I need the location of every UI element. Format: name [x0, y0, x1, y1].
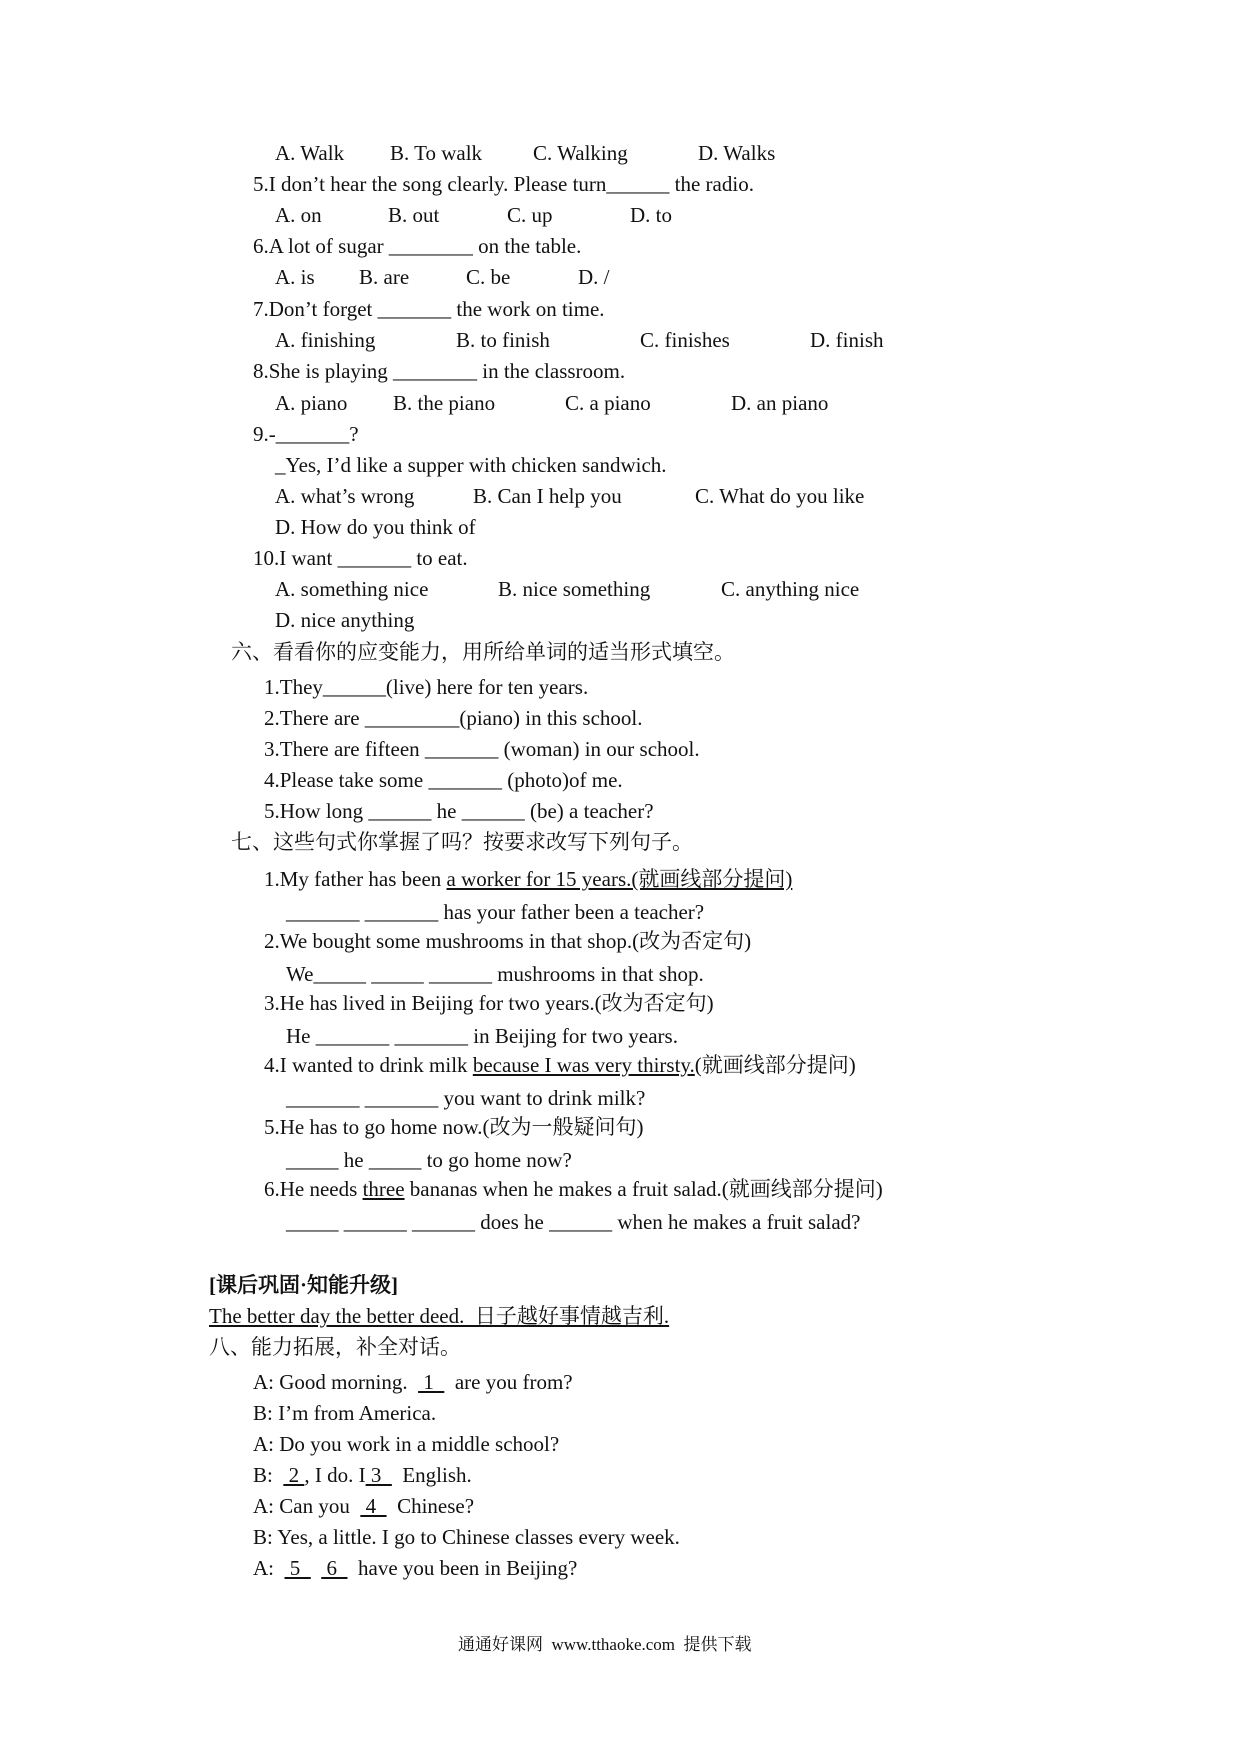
- option: D. /: [578, 265, 610, 289]
- option: C. be: [466, 265, 511, 289]
- rewrite-line: We_____ _____ ______ mushrooms in that shop.: [286, 962, 704, 986]
- rewrite-line: _____ he _____ to go home now?: [286, 1148, 572, 1172]
- dialogue-text: A: Good morning.: [253, 1370, 419, 1394]
- sentence-text: 4.I wanted to drink milk: [264, 1053, 473, 1077]
- dialogue-text: Chinese?: [386, 1494, 475, 1518]
- rewrite-line: _______ _______ has your father been a teacher?: [286, 900, 705, 924]
- section-heading: 六、看看你的应变能力，用所给单词的适当形式填空。: [231, 640, 735, 664]
- dialogue-line: B: Yes, a little. I go to Chinese classes every week.: [253, 1525, 680, 1549]
- section-heading: 八、能力拓展，补全对话。: [209, 1335, 461, 1359]
- option: B. out: [388, 203, 440, 227]
- dialogue-text: A: Can you: [253, 1494, 361, 1518]
- dialogue-line: [253, 1462, 472, 1488]
- option: D. How do you think of: [275, 515, 476, 539]
- option: B. to finish: [456, 328, 550, 352]
- answer-blank: 3: [365, 1463, 392, 1487]
- underlined-text: because I was very thirsty.: [472, 1053, 695, 1077]
- dialogue-line: B: I’m from America.: [253, 1401, 437, 1425]
- dialogue-text: have you been in Beijing?: [347, 1556, 578, 1580]
- question-6: 6.A lot of sugar ________ on the table.: [253, 234, 582, 258]
- sentence-6: [264, 1176, 883, 1202]
- sentence-text: 1.My father has been: [264, 867, 447, 891]
- option: A. finishing: [275, 328, 376, 352]
- option: C. finishes: [640, 328, 730, 352]
- exercise-item: 5.How long ______ he ______ (be) a teacher?: [264, 799, 654, 823]
- answer-blank: 4: [360, 1494, 387, 1518]
- motto: The better day the better deed. 日子越好事情越吉利.: [209, 1304, 670, 1328]
- answer-blank: 1: [418, 1370, 445, 1394]
- option: D. nice anything: [275, 608, 415, 632]
- dialogue-text: , I do. I: [304, 1463, 366, 1487]
- sentence-2: 2.We bought some mushrooms in that shop.(改为否定句): [264, 929, 752, 953]
- exercise-item: 2.There are _________(piano) in this school.: [264, 706, 643, 730]
- sentence-text: 6.He needs: [264, 1177, 363, 1201]
- sentence-4: [264, 1052, 856, 1078]
- option: A. what’s wrong: [275, 484, 415, 508]
- answer-blank: 2: [283, 1463, 305, 1487]
- sentence-text: bananas when he makes a fruit salad.(就画线部分提问): [404, 1177, 883, 1201]
- section-heading: 七、这些句式你掌握了吗？按要求改写下列句子。: [231, 830, 693, 854]
- sentence-3: 3.He has lived in Beijing for two years.(改为否定句): [264, 991, 714, 1015]
- question-text: 5.I don’t hear the song clearly. Please turn: [253, 172, 607, 196]
- dialogue-line: A: Do you work in a middle school?: [253, 1432, 560, 1456]
- dialogue-line: [253, 1493, 474, 1519]
- option: B. nice something: [498, 577, 651, 601]
- option: A. is: [275, 265, 315, 289]
- question-5: [253, 171, 754, 197]
- answer-blank: 6: [321, 1556, 348, 1580]
- dialogue-text: A:: [253, 1556, 285, 1580]
- underlined-text: three: [362, 1177, 405, 1201]
- question-8: 8.She is playing ________ in the classroom.: [253, 359, 626, 383]
- option: C. a piano: [565, 391, 651, 415]
- footer-text: 通通好课网 www.tthaoke.com 提供下载: [458, 1635, 752, 1654]
- dialogue-text: are you from?: [444, 1370, 573, 1394]
- rewrite-line: _____ ______ ______ does he ______ when he makes a fruit salad?: [286, 1210, 861, 1234]
- answer-blank: ______: [606, 172, 670, 196]
- dialogue-line: [253, 1555, 577, 1581]
- option: B. the piano: [393, 391, 496, 415]
- dialogue-text: B:: [253, 1463, 284, 1487]
- question-9: 9.-_______?: [253, 422, 359, 446]
- dialogue-text: English.: [391, 1463, 472, 1487]
- option: C. anything nice: [721, 577, 860, 601]
- sentence-text: (就画线部分提问): [694, 1053, 856, 1077]
- exercise-item: 3.There are fifteen _______ (woman) in our school.: [264, 737, 700, 761]
- option: D. an piano: [731, 391, 829, 415]
- dialogue-line: [253, 1369, 573, 1395]
- option: A. on: [275, 203, 322, 227]
- exercise-item: 1.They______(live) here for ten years.: [264, 675, 589, 699]
- homework-title: [课后巩固·知能升级]: [209, 1273, 398, 1297]
- dialogue-answer: _Yes, I’d like a supper with chicken sandwich.: [275, 453, 667, 477]
- option: D. finish: [810, 328, 884, 352]
- sentence-1: [264, 866, 792, 892]
- option: A. something nice: [275, 577, 429, 601]
- option: C. What do you like: [695, 484, 865, 508]
- option: B. Can I help you: [473, 484, 622, 508]
- option: B. are: [359, 265, 410, 289]
- option: A. piano: [275, 391, 348, 415]
- question-text: the radio.: [669, 172, 754, 196]
- option: A. Walk: [275, 141, 345, 165]
- option: B. To walk: [390, 141, 483, 165]
- sentence-5: 5.He has to go home now.(改为一般疑问句): [264, 1115, 644, 1139]
- option: D. Walks: [698, 141, 776, 165]
- rewrite-line: _______ _______ you want to drink milk?: [286, 1086, 646, 1110]
- underlined-text: a worker for 15 years.(就画线部分提问): [446, 867, 793, 891]
- question-7: 7.Don’t forget _______ the work on time.: [253, 297, 605, 321]
- option: C. up: [507, 203, 553, 227]
- dialogue-text: [311, 1556, 322, 1580]
- exercise-item: 4.Please take some _______ (photo)of me.: [264, 768, 623, 792]
- question-10: 10.I want _______ to eat.: [253, 546, 468, 570]
- option: C. Walking: [533, 141, 628, 165]
- rewrite-line: He _______ _______ in Beijing for two years.: [286, 1024, 678, 1048]
- answer-blank: 5: [284, 1556, 311, 1580]
- option: D. to: [630, 203, 672, 227]
